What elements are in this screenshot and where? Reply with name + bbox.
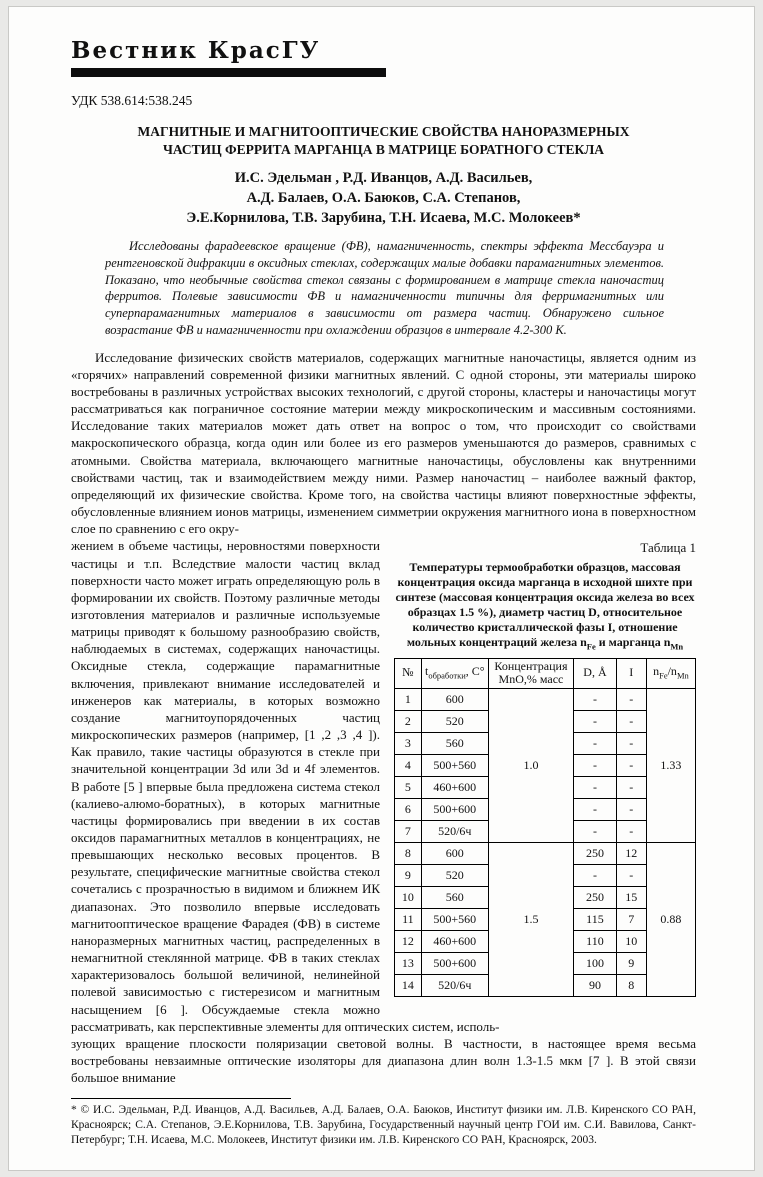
cell-diameter: 110 bbox=[574, 931, 617, 953]
col-header-concentration: Концентрация MnO,% масс bbox=[488, 658, 573, 689]
cell-temp: 500+560 bbox=[421, 755, 488, 777]
table-block bbox=[394, 539, 696, 997]
cell-diameter: - bbox=[574, 799, 617, 821]
body-paragraph-left-column: жением в объеме частицы, неровностями поверхности частицы и т.п. Вследствие малости частиц вклад поверхности часто может играть определяющую роль в формировании их свойств. Поэтому различные методы изготовления материалов и различные используемые матрицы приводят к большому разнообразию свойств, наблюдаемых в системах, содержащих наночастицы. Оксидные стекла, содержащие парамагнитные включения, привлекают внимание исследователей и инженеров как материалы, в которых возможно создание магнитоупорядоченных частиц микроскопических размеров (например, [1 ,2 ,3 ,4 ]). Как правило, такие частицы образуются в стекле при значительной концентрации 3d или 3d и 4f элементов. В работе [5 ] впервые была предложена система стекол (калиево-алюмо-боратных), в которых магнитные частицы формировались при введении в их состав оксидов парамагнитных металлов в концентрациях, не превышающих несколько весовых процентов. В результате, специфические магнитные свойства стекол сочетались с прозрачностью в видимом и ближнем ИК диапазонах. Это позволило впервые исследовать магнитооптическое вращение Фарадея (ФВ) в системе наноразмерных магнитных частиц, распределенных в немагнитной стеклянной матрице. ФВ в таких стеклах характеризовалось большой величиной, нелинейной полевой зависимостью с гистерезисом и магнитным насыщением [6 ]. Обсуждаемые стекла можно рассматривать, как перспективные элементы для оптических систем, исполь- bbox=[71, 538, 500, 1034]
table-header-row bbox=[395, 658, 696, 689]
abstract: Исследованы фарадеевское вращение (ФВ), намагниченность, спектры эффекта Мессбауэра и рентгеновской дифракции в оксидных стеклах, содержащих малые добавки парамагнитных элементов. Показано, что необычные свойства стекол связаны с формированием в матрице стекла наночастиц ферритов. Полевые зависимости ФВ и намагниченности типичны для ферримагнитных или суперпарамагнитных материалов в зависимости от размера частиц. Обнаружено сильное возрастание ФВ и намагниченности при охлаждении образцов в интервале 4.2-300 К. bbox=[105, 239, 664, 337]
cell-ratio-group2: 0.88 bbox=[646, 843, 695, 997]
cell-intensity: 15 bbox=[616, 887, 646, 909]
table-label: Таблица 1 bbox=[640, 540, 696, 556]
cell-number: 5 bbox=[395, 777, 422, 799]
cell-temp: 500+560 bbox=[421, 909, 488, 931]
cell-temp: 560 bbox=[421, 733, 488, 755]
subscript-fe: Fe bbox=[586, 640, 596, 651]
temp-subscript: обработки bbox=[428, 670, 466, 681]
cell-diameter: - bbox=[574, 755, 617, 777]
masthead-bar bbox=[71, 68, 386, 77]
journal-title: Вестник КрасГУ bbox=[71, 37, 321, 64]
cell-diameter: 115 bbox=[574, 909, 617, 931]
authors-line: А.Д. Балаев, О.А. Баюков, С.А. Степанов, bbox=[246, 190, 521, 206]
cell-number: 11 bbox=[395, 909, 422, 931]
footnote: * © И.С. Эдельман, Р.Д. Иванцов, А.Д. Васильев, А.Д. Балаев, О.А. Баюков, Институт физики им. Л.В. Киренского СО РАН, Красноярск; С.А. Степанов, Э.Е.Корнилова, Т.В. Зарубина, Государственный научный центр ГОИ им. С.И. Вавилова, Санкт-Петербург; Т.Н. Исаева, М.С. Молокеев, Институт физики им. Л.В. Киренского СО РАН, Красноярск, 2003. bbox=[71, 1104, 696, 1147]
cell-intensity: 12 bbox=[616, 843, 646, 865]
ratio-sub-fe: Fe bbox=[659, 670, 668, 681]
two-column-region bbox=[71, 537, 696, 1035]
cell-intensity: - bbox=[616, 865, 646, 887]
cell-diameter: - bbox=[574, 711, 617, 733]
cell-diameter: - bbox=[574, 689, 617, 711]
data-table bbox=[394, 658, 696, 998]
table-caption-text: и марганца n bbox=[595, 634, 671, 649]
cell-number: 10 bbox=[395, 887, 422, 909]
cell-temp: 560 bbox=[421, 887, 488, 909]
cell-temp: 500+600 bbox=[421, 953, 488, 975]
cell-temp: 460+600 bbox=[421, 931, 488, 953]
footnote-rule bbox=[71, 1098, 291, 1099]
journal-masthead bbox=[71, 37, 386, 77]
cell-number: 3 bbox=[395, 733, 422, 755]
temp-symbol: t bbox=[424, 664, 429, 679]
cell-diameter: - bbox=[574, 733, 617, 755]
authors-line: Э.Е.Корнилова, Т.В. Зарубина, Т.Н. Исаева, М.С. Молокеев* bbox=[186, 209, 581, 226]
cell-temp: 460+600 bbox=[421, 777, 488, 799]
cell-diameter: - bbox=[574, 777, 617, 799]
udk-number: УДК 538.614:538.245 bbox=[71, 93, 193, 108]
ratio-n: n bbox=[653, 664, 660, 679]
cell-temp: 520/6ч bbox=[421, 975, 488, 997]
cell-diameter: 100 bbox=[574, 953, 617, 975]
cell-diameter: 90 bbox=[574, 975, 617, 997]
col-header-temperature bbox=[421, 658, 488, 689]
cell-concentration-group1: 1.0 bbox=[488, 689, 573, 843]
cell-number: 6 bbox=[395, 799, 422, 821]
subscript-mn: Mn bbox=[670, 640, 684, 651]
table-row bbox=[395, 843, 696, 865]
cell-diameter: 250 bbox=[574, 887, 617, 909]
cell-number: 13 bbox=[395, 953, 422, 975]
cell-diameter: - bbox=[574, 821, 617, 843]
cell-intensity: - bbox=[616, 711, 646, 733]
cell-intensity: - bbox=[616, 689, 646, 711]
temp-unit: , C° bbox=[465, 664, 485, 679]
article-body bbox=[71, 349, 696, 1087]
authors-line: И.С. Эдельман , Р.Д. Иванцов, А.Д. Васильев, bbox=[234, 170, 533, 187]
cell-number: 4 bbox=[395, 755, 422, 777]
cell-temp: 600 bbox=[421, 843, 488, 865]
cell-temp: 520/6ч bbox=[421, 821, 488, 843]
cell-number: 2 bbox=[395, 711, 422, 733]
cell-number: 12 bbox=[395, 931, 422, 953]
body-paragraph-intro: Исследование физических свойств материалов, содержащих магнитные наночастицы, является одним из «горячих» направлений современной физики магнитных явлений. С одной стороны, эти материалы широко востребованы в различных устройствах высоких технологий, с другой стороны, кластеры и наночастицы могут рассматриваться как пограничное состояние материи между микроскопическим и массивным состояниями. Исследование таких материалов может дать ответ на вопрос о том, что происходит со свойствами макроскопического образца, когда один или более из его размеров уменьшаются до размеров, сравнимых с атомными. Свойства материала, включающего магнитные наночастицы, обусловлены как внутренними свойствами частиц, так и взаимодействием между ними. Размер наночастиц – наиболее важный фактор, определяющий их физические свойства. Кроме того, на свойства частицы влияют поверхностные эффекты, обусловленные влиянием ионов матрицы, изменением симметрии окружения магнитного иона в поверхностном слое по сравнению с его окру- bbox=[71, 349, 696, 537]
cell-temp: 600 bbox=[421, 689, 488, 711]
cell-intensity: - bbox=[616, 777, 646, 799]
article-title: МАГНИТНЫЕ И МАГНИТООПТИЧЕСКИЕ СВОЙСТВА НАНОРАЗМЕРНЫХ ЧАСТИЦ ФЕРРИТА МАРГАНЦА В МАТРИЦЕ БОРАТНОГО СТЕКЛА bbox=[137, 124, 630, 158]
cell-intensity: 9 bbox=[616, 953, 646, 975]
cell-intensity: - bbox=[616, 821, 646, 843]
cell-intensity: - bbox=[616, 733, 646, 755]
col-header-intensity: I bbox=[616, 658, 646, 689]
ratio-slash-n: /n bbox=[667, 664, 677, 679]
col-header-diameter: D, Å bbox=[574, 658, 617, 689]
cell-number: 9 bbox=[395, 865, 422, 887]
cell-number: 8 bbox=[395, 843, 422, 865]
col-header-ratio bbox=[646, 658, 695, 689]
cell-diameter: - bbox=[574, 865, 617, 887]
cell-intensity: - bbox=[616, 799, 646, 821]
cell-intensity: 8 bbox=[616, 975, 646, 997]
cell-ratio-group1: 1.33 bbox=[646, 689, 695, 843]
cell-temp: 500+600 bbox=[421, 799, 488, 821]
cell-temp: 520 bbox=[421, 711, 488, 733]
col-header-number: № bbox=[395, 658, 422, 689]
cell-intensity: - bbox=[616, 755, 646, 777]
authors-block bbox=[71, 169, 696, 228]
cell-diameter: 250 bbox=[574, 843, 617, 865]
cell-intensity: 10 bbox=[616, 931, 646, 953]
cell-concentration-group2: 1.5 bbox=[488, 843, 573, 997]
journal-page bbox=[8, 6, 755, 1171]
cell-number: 1 bbox=[395, 689, 422, 711]
cell-intensity: 7 bbox=[616, 909, 646, 931]
body-paragraph-bottom: зующих вращение плоскости поляризации световой волны. В частности, в настоящее время весьма востребованы невзаимные оптические изоляторы для диапазона длин волн 1.3-1.5 мкм [7 ]. В этой связи большое внимание bbox=[71, 1035, 696, 1086]
cell-number: 7 bbox=[395, 821, 422, 843]
table-row bbox=[395, 689, 696, 711]
table-caption bbox=[394, 560, 696, 652]
ratio-sub-mn: Mn bbox=[676, 670, 689, 681]
cell-number: 14 bbox=[395, 975, 422, 997]
cell-temp: 520 bbox=[421, 865, 488, 887]
table-caption-text: Температуры термообработки образцов, массовая концентрация оксида марганца в исходной шихте при синтезе (массовая концентрация оксида железа во всех образцах 1.5 %), диаметр частиц D, относительное количество кристаллической фазы I, отношение мольных концентраций железа n bbox=[395, 559, 695, 649]
